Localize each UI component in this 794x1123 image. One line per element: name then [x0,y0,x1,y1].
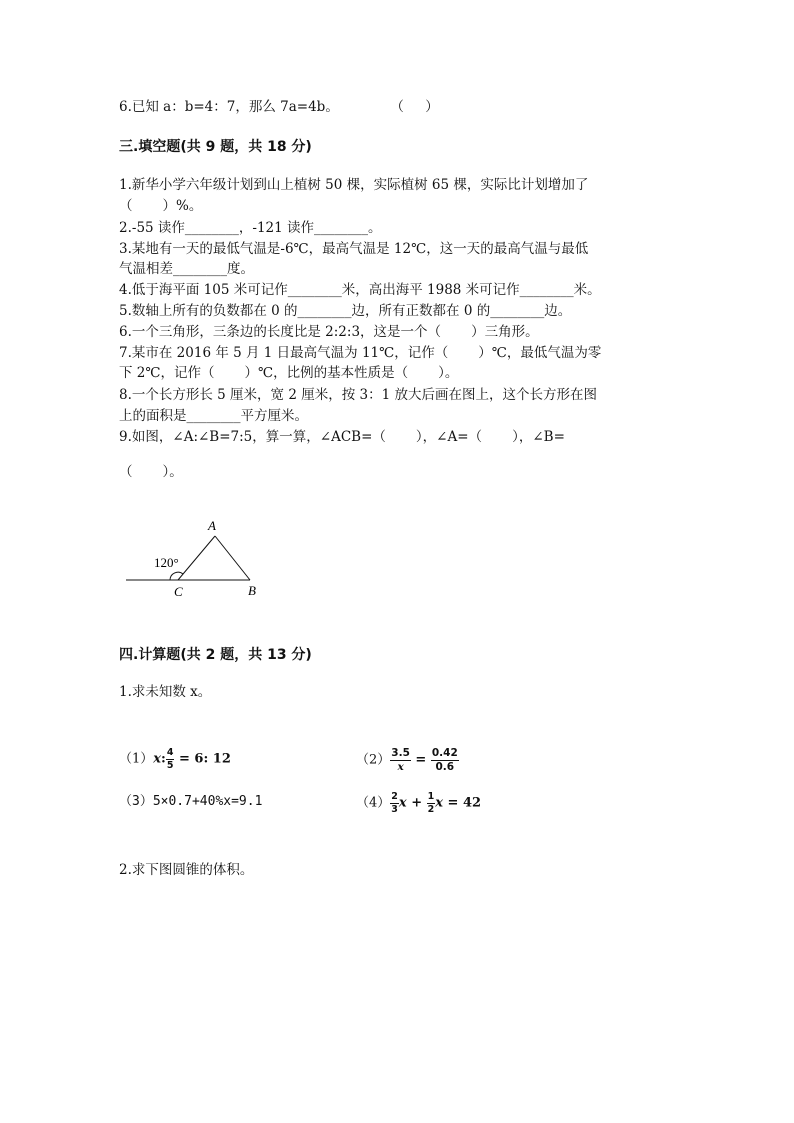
eq4-rest: = 42 [443,795,482,811]
equation-4 [356,792,481,814]
fill-q7-line1: 7.某市在 2016 年 5 月 1 日最高气温为 11℃，记作（ ）℃，最低气温为零 [119,345,602,361]
eq4-plus: + [406,795,427,811]
eq4-numerator-2: 1 [427,791,435,802]
fill-q5: 5.数轴上所有的负数都在 0 的________边，所有正数都在 0 的________边。 [119,303,572,319]
fill-q2: 2.-55 读作________，-121 读作________。 [119,220,382,236]
calc-q1: 1.求未知数 x。 [119,684,212,700]
fill-q7-line2: 下 2℃，记作（ ）℃，比例的基本性质是（ ）。 [119,365,459,381]
fill-q9-line1: 9.如图，∠A:∠B=7:5，算一算，∠ACB=（ ），∠A=（ ），∠B= [119,429,565,445]
equation-1 [119,748,231,770]
vertex-b-label: B [248,583,256,598]
equation-3: （3）5×0.7+40%x=9.1 [119,794,263,809]
eq2-number: （2） [356,752,391,768]
calc-q2: 2.求下图圆锥的体积。 [119,862,254,878]
eq2-fraction-right [431,748,459,772]
section-4-title: 四.计算题(共 2 题，共 13 分) [119,647,312,663]
side-ca [178,536,215,580]
triangle-figure [126,516,276,602]
eq2-fraction-left [390,748,411,772]
fill-q8-line1: 8.一个长方形长 5 厘米，宽 2 厘米，按 3：1 放大后画在图上，这个长方形在图 [119,387,597,403]
eq1-number: （1） [119,751,154,767]
eq1-variable: x [153,751,162,767]
eq1-colon: : [161,751,166,767]
eq1-denominator: 5 [166,759,174,771]
fill-q4: 4.低于海平面 105 米可记作________米，高出海平 1988 米可记作________米。 [119,282,601,298]
eq4-variable-2: x [435,795,444,811]
equation-2 [356,748,459,772]
eq2-numerator-left: 3.5 [391,747,410,759]
eq4-denominator-1: 3 [391,803,398,815]
eq4-number: （4） [356,795,391,811]
vertex-a-label: A [208,518,216,533]
vertex-c-label: C [174,584,183,599]
eq2-numerator-right: 0.42 [431,747,458,759]
eq2-equals: = [410,752,431,768]
fill-q1-line1: 1.新华小学六年级计划到山上植树 50 棵，实际植树 65 棵，实际比计划增加了 [119,177,589,193]
fill-q8-line2: 上的面积是________平方厘米。 [119,408,308,424]
eq4-variable-1: x [398,795,407,811]
eq2-denominator-left: x [397,760,404,773]
eq4-denominator-2: 2 [427,803,435,815]
eq2-denominator-right: 0.6 [435,760,455,773]
fill-q3-line1: 3.某地有一天的最低气温是-6℃，最高气温是 12℃，这一天的最高气温与最低 [119,241,589,257]
fill-q9-line2: （ ）。 [119,464,183,480]
eq4-fraction-1 [390,792,399,814]
fill-q6: 6.一个三角形，三条边的长度比是 2:2:3，这是一个（ ）三角形。 [119,324,539,340]
angle-label: 120° [154,555,179,570]
side-ab [215,536,250,580]
eq4-fraction-2 [427,792,436,814]
judge-question-6: 6.已知 a：b=4：7，那么 7a=4b。 （ ） [119,99,439,115]
eq1-numerator: 4 [166,747,174,758]
eq1-rest: = 6: 12 [174,751,231,767]
fill-q3-line2: 气温相差________度。 [119,261,254,277]
fill-q1-line2: （ ）%。 [119,198,203,214]
section-3-title: 三.填空题(共 9 题，共 18 分) [119,139,312,155]
eq4-numerator-1: 2 [391,791,398,802]
